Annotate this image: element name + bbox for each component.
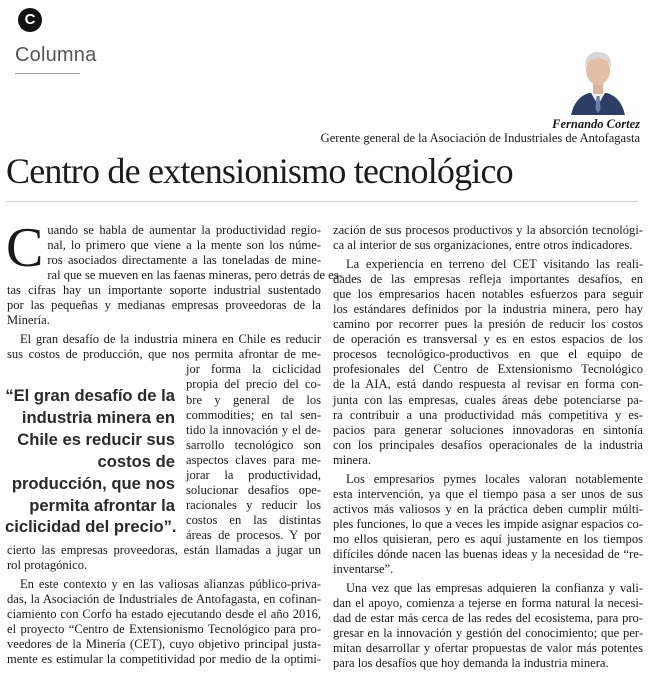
article-column-right (333, 223, 643, 671)
text-line: sus costos de producción, que nos permita afrontar de me- (7, 347, 321, 362)
author-name: Fernando Cortez (552, 117, 640, 131)
text-line: los estándares definidos por la industria minera, pero hay (333, 302, 643, 317)
text-line: minera. (333, 452, 371, 467)
paragraph-intro (6, 217, 343, 328)
text-line: Una vez que las empresas adquieren la confianza y vali- (346, 581, 643, 596)
paragraph-context (7, 577, 321, 667)
text-line: veedores de la Minería (CET), cuyo objetivo principal justa- (7, 637, 321, 652)
text-line: junta con las empresas, cuales áreas debe potenciarse pa- (333, 392, 643, 407)
text-line: Minería. (7, 313, 50, 328)
text-line: tido la innovación y el de- (186, 422, 321, 437)
text-line: das, la Asociación de Industriales de Antofagasta, en cofinan- (7, 592, 321, 607)
text-line: La experiencia en terreno del CET visitando las reali- (346, 257, 643, 272)
text-line: solucionar desafíos ope- (186, 482, 321, 497)
pull-quote-line: ciclicidad del precio”. (5, 517, 177, 537)
text-line: difíciles dónde nacen las buenas ideas y la necesidad de “re- (333, 546, 643, 561)
section-divider (15, 73, 80, 74)
text-line: ca al interior de sus organizaciones, entre otros indicadores. (333, 238, 633, 253)
section-label: Columna (15, 44, 97, 66)
pull-quote-line: permita afrontar la (29, 495, 175, 515)
text-line: aspectos claves para me- (186, 452, 321, 467)
text-line: mitan desarrollar y ofertar propuestas de valor más potentes (333, 641, 643, 656)
text-line: gresar en la innovación y gestión del conocimiento; que per- (333, 626, 643, 641)
column-badge: C (18, 8, 42, 32)
text-line: bre y general de los (186, 392, 321, 407)
text-line: esta intervención, ya que el tiempo pasa a ser unos de sus (333, 486, 643, 501)
text-line: dades de las empresas refleja importantes desafíos, en (333, 272, 643, 287)
text-line: activos más valiosos y en la práctica deben cumplir múlti- (333, 501, 643, 516)
text-line: ra contribuir a una productividad más competitiva y es- (333, 407, 643, 422)
text-line: dad de estar más cerca de las redes del ecosistema, para pro- (333, 611, 643, 626)
text-line: para los desafíos que hoy demanda la industria minera. (333, 656, 609, 671)
pull-quote-line: Chile es reducir sus (17, 429, 175, 449)
text-line: de la AIA, está dando respuesta al revisar en forma con- (333, 377, 643, 392)
text-line: sarrollo tecnológico son (186, 437, 321, 452)
text-line: por las pequeñas y medianas empresas proveedoras de la (7, 298, 321, 313)
text-line: con los principales desafíos operacionales de la industria (333, 437, 643, 452)
text-line: commodities; en tal sen- (186, 407, 321, 422)
text-line: El gran desafío de la industria minera en Chile es reducir (20, 332, 321, 347)
text-line: uando se habla de aumentar la productividad regio- (47, 223, 321, 237)
pull-quote (5, 385, 175, 538)
author-photo (567, 43, 629, 115)
text-line: ples funciones, lo que a veces les impide asignar espacios co- (333, 516, 643, 531)
text-line: que los empresarios hacen notables esfuerzos para seguir (333, 287, 643, 302)
pull-quote-line: “El gran desafío de la (5, 386, 175, 405)
pull-quote-line: costos de (97, 451, 175, 471)
pull-quote-line: industria minera en (21, 407, 175, 427)
text-line: costos en las distintas (186, 512, 321, 527)
author-role: Gerente general de la Asociación de Industriales de Antofagasta (320, 131, 640, 145)
title-divider (6, 201, 638, 202)
text-line: racionales y reducir los (186, 497, 321, 512)
text-line: pacios para generar soluciones innovadoras en sintonía (333, 422, 643, 437)
paragraph-continued (333, 223, 643, 253)
text-line: inventarse”. (333, 562, 394, 577)
text-line: mo ellos quisieran, pero es aquí justamente en los tiempos (333, 531, 643, 546)
text-line: propia del precio del co- (186, 377, 321, 392)
text-line: Los empresarios pymes locales valoran notablemente (346, 471, 643, 486)
drop-cap: C (6, 217, 44, 279)
text-line: tas cifras hay un importante soporte industrial sustentado (7, 283, 321, 298)
text-line: profesionales del Centro de Extensionismo Tecnológico (333, 362, 643, 377)
text-line: camino por recorrer pues la presión de reducir los costos (333, 317, 643, 332)
text-line: rol protagónico. (7, 558, 88, 573)
text-line: jorar la productividad, (186, 467, 321, 482)
text-line: el proyecto “Centro de Extensionismo Tecnológico para pro- (7, 622, 321, 637)
text-line: procesos tecnológico-productivos en que el equipo de (333, 347, 643, 362)
text-line: zación de sus procesos productivos y la absorción tecnológi- (333, 223, 643, 237)
paragraph-pymes (333, 472, 643, 577)
text-line: áreas de procesos. Y por (186, 527, 321, 542)
text-line: ciamiento con Corfo ha estado ejecutando desde el año 2016, (7, 607, 321, 622)
text-line: dan el apoyo, comienza a tejerse en forma natural la necesi- (333, 596, 643, 611)
paragraph-trust (333, 581, 643, 671)
pull-quote-line: producción, que nos (11, 473, 175, 493)
text-line: de operación es transversal y es en estos espacios de los (333, 332, 643, 347)
text-line: nal, lo primero que viene a la mente son los núme- (47, 238, 321, 253)
article-title: Centro de extensionismo tecnológico (6, 151, 513, 191)
text-line: cierto las empresas proveedoras, están llamadas a jugar un (7, 542, 321, 557)
text-line: mente es estimular la competitividad por medio de la optimi- (7, 652, 321, 667)
paragraph-experience (333, 257, 643, 468)
text-line: En este contexto y en las valiosas alianzas público-priva- (20, 577, 321, 592)
text-line: ros asociados directamente a las toneladas de mine- (47, 253, 321, 268)
narrow-text-block (186, 362, 321, 543)
text-line: ral que se mueven en las faenas mineras, pero detrás de es- (47, 268, 343, 283)
text-line: jor forma la ciclicidad (186, 362, 321, 377)
